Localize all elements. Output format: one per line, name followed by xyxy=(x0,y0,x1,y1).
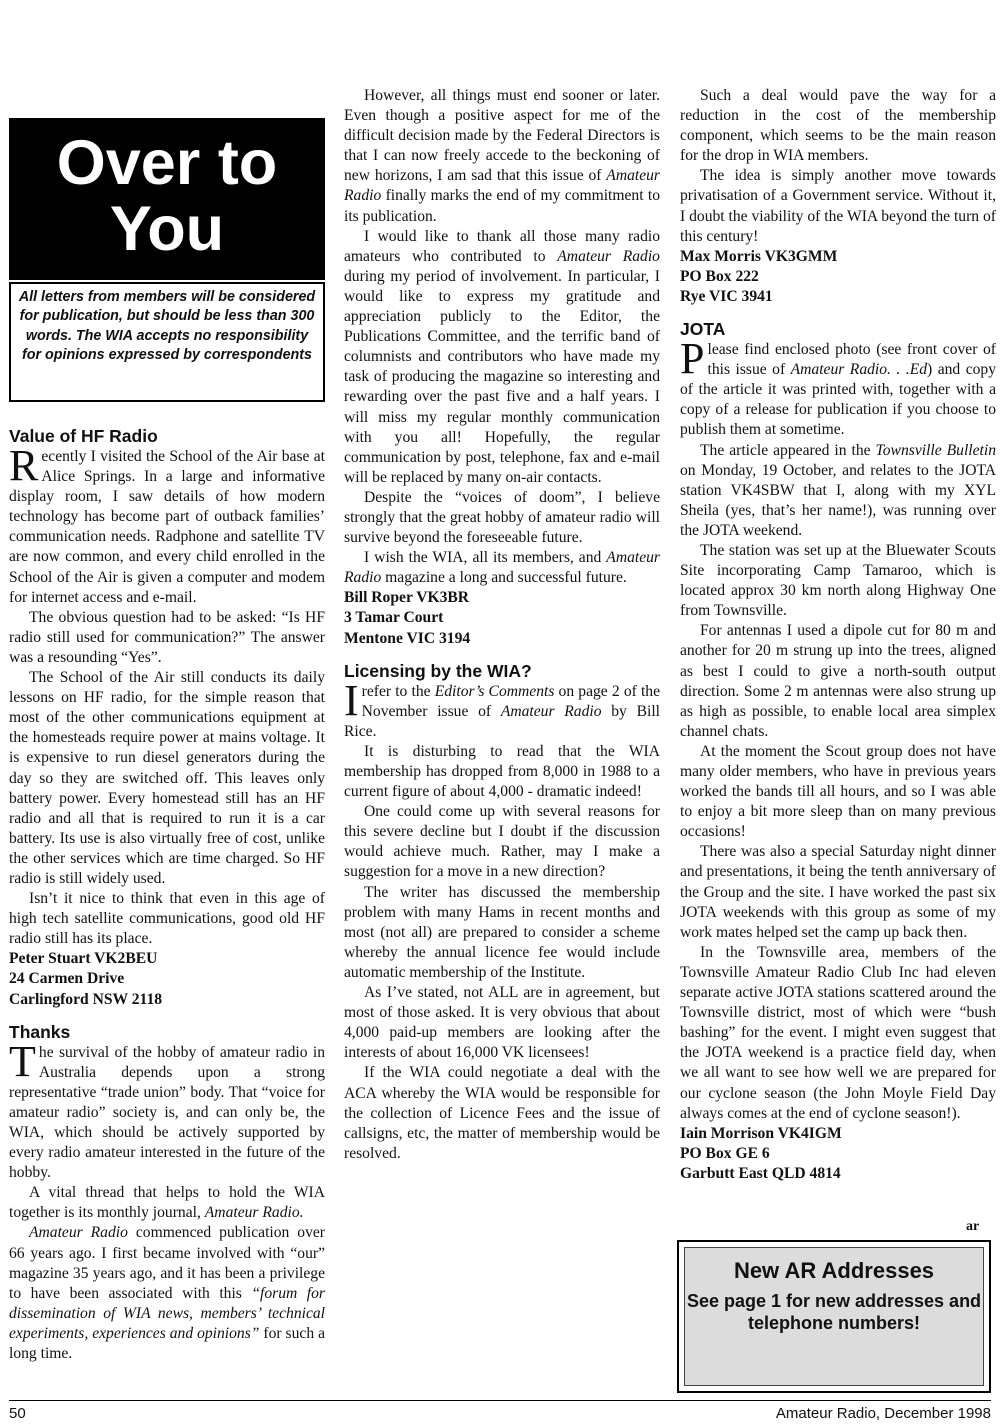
letter-heading-jota: JOTA xyxy=(680,319,726,340)
section-title-line2: You xyxy=(109,194,225,264)
letter3-signature-address: PO Box 222 xyxy=(680,267,759,285)
letter4-para-5: At the moment the Scout group does not have many older members, who have in previous years worked the bands till all hours, and so I was able to enjoy a bit more sleep than on many previous occasions! xyxy=(680,742,996,841)
addresses-notice-title: New AR Addresses xyxy=(733,1258,935,1283)
letter2-para-2: A vital thread that helps to hold the WIA together is its monthly journal, Amateur Radio. xyxy=(9,1184,325,1222)
letter2-para-1: The survival of the hobby of amateur radio in Australia depends upon a strong representative “trade union” body. That “voice for amateur radio” society is, and can only be, the WIA, which should be actively supported by every radio amateur interested in the future of the hobby. xyxy=(9,1036,325,1182)
column-1 xyxy=(9,426,325,1364)
drop-cap: I xyxy=(344,675,359,725)
letter4-para-4: For antennas I used a dipole cut for 80 m and another for 20 m strung up into the trees, aligned as best I could to give a north-south output direction. Some 2 m antennas were also strung up as high as possible, to enable local area simplex channel chats. xyxy=(680,622,996,740)
letter3-signature-locality: Rye VIC 3941 xyxy=(680,287,773,305)
letter4-signature-locality: Garbutt East QLD 4814 xyxy=(680,1164,841,1182)
letter3-para-2: It is disturbing to read that the WIA membership has dropped from 8,000 in 1988 to a current figure of about 4,000 - dramatic indeed! xyxy=(344,742,660,801)
letter-heading-thanks: Thanks xyxy=(9,1021,71,1042)
letter4-para-3: The station was set up at the Bluewater Scouts Site incorporating Camp Tamaroo, which is located approx 30 km north along Highway One from Townsville. xyxy=(680,541,996,620)
footer-rule xyxy=(9,1400,991,1401)
letter3-para-4: The writer has discussed the membership problem with many Hams in recent months and most (not all) are prepared to consider a scheme whereby the annual licence fee would include automatic membership of the Institute. xyxy=(344,883,660,981)
letter3-para-5: As I’ve stated, not ALL are in agreement, but most of those asked. It is very obvious that about 4,000 paid-up members are looking after the interests of about 16,000 VK licensees! xyxy=(344,984,660,1062)
letter3-signature-name: Max Morris VK3GMM xyxy=(680,247,838,265)
letter4-signature-name: Iain Morrison VK4IGM xyxy=(680,1124,842,1142)
drop-cap: P xyxy=(680,334,705,384)
letter2-para-6: Despite the “voices of doom”, I believe strongly that the great hobby of amateur radio will survive beyond the foreseeable future. xyxy=(344,488,660,547)
drop-cap: R xyxy=(9,441,39,490)
letter3-para-6: If the WIA could negotiate a deal with the ACA whereby the WIA would be responsible for the collection of Licence Fees and the issue of callsigns, etc, the matter of membership would be resolved. xyxy=(344,1064,660,1162)
letter2-signature-locality: Mentone VIC 3194 xyxy=(344,629,471,647)
letters-notice: All letters from members will be considered for publication, but should be less than 300 words. The WIA accepts no responsibility for opinions expressed by correspondents xyxy=(9,282,325,402)
letter2-para-4: However, all things must end sooner or later. Even though a positive aspect for me of the difficult decision made by the Federal Directors is that I can now freely accede to the beckoning of new horizons, I am sad that this issue of Amateur Radio finally marks the end of my commitment to its publication. xyxy=(344,87,660,225)
letter1-para-3: The School of the Air still conducts its daily lessons on HF radio, for the simple reason that most of the other communications equipment at the homesteads require power at mains voltage. It is expensive to run diesel generators during the day so they are switched off. This leaves only battery power. Every homestead still has an HF radio and all that is required to run it is a car battery. Its use is also virtually free of cost, unlike the other services which are time charged. So HF radio is still widely used. xyxy=(9,669,325,887)
letter2-signature-name: Bill Roper VK3BR xyxy=(344,589,470,607)
letter3-para-3: One could come up with several reasons for this severe decline but I doubt if the discussion would achieve much. Rather, may I make a suggestion for a move in a new direction? xyxy=(344,803,660,881)
addresses-notice-body: See page 1 for new addresses and telephone numbers! xyxy=(686,1291,982,1333)
end-mark: ar xyxy=(966,1219,980,1234)
letter1-para-2: The obvious question had to be asked: “Is HF radio still used for communication?” The answer was a resounding “Yes”. xyxy=(9,608,325,666)
letter2-signature-address: 3 Tamar Court xyxy=(344,609,444,627)
letter-heading-licensing: Licensing by the WIA? xyxy=(344,660,532,681)
column-3 xyxy=(680,86,996,1184)
letter1-signature-address: 24 Carmen Drive xyxy=(9,970,125,988)
letter4-signature-address: PO Box GE 6 xyxy=(680,1144,770,1162)
letter4-para-6: There was also a special Saturday night dinner and presentations, it being the tenth anniversary of the Group and the site. I have worked the past six JOTA weekends with this group as some of my work mates helped set the camp up back then. xyxy=(680,843,996,941)
letter1-signature-locality: Carlingford NSW 2118 xyxy=(9,990,163,1008)
letter1-para-4: Isn’t it nice to think that even in this age of high tech satellite communications, good old HF radio still has its place. xyxy=(9,890,325,948)
drop-cap: T xyxy=(9,1036,36,1086)
letter1-signature-name: Peter Stuart VK2BEU xyxy=(9,950,158,968)
letter-heading-value-of-hf-radio: Value of HF Radio xyxy=(9,426,158,446)
letter4-para-2: The article appeared in the Townsville Bulletin on Monday, 19 October, and relates to the JOTA station VK4SBW that I, along with my XYL Sheila (yes, that’s her name!), was running over the JOTA weekend. xyxy=(680,441,996,539)
section-title xyxy=(9,118,325,280)
page-number: 50 xyxy=(9,1405,26,1422)
letter2-para-3: Amateur Radio commenced publication over 66 years ago. I first became involved with “our” magazine 35 years ago, and it has been a privilege to have been associated with this “forum for dissemination of WIA news, members’ technical experiments, experiences and opinions” for such a long time. xyxy=(9,1224,325,1363)
letter4-para-7: In the Townsville area, members of the Townsville Amateur Radio Club Inc had eleven separate active JOTA stations scattered around the Townsville district, most of which were “bush bashing” for the event. I might even suggest that the JOTA weekend is a practice field day, when we all want to see how well we are prepared for our cyclone season (the John Moyle Field Day always comes at the end of cyclone season!). xyxy=(680,943,996,1122)
letter3-para-7: Such a deal would pave the way for a reduction in the cost of the membership component, which seems to be the main reason for the drop in WIA members. xyxy=(680,87,996,165)
letter3-para-8: The idea is simply another move towards privatisation of a Government service. Without it, I doubt the viability of the WIA beyond the turn of this century! xyxy=(680,167,996,245)
letter1-para-1: Recently I visited the School of the Air base at Alice Springs. In a large and informative display room, I saw details of how modern technology has become part of outback families’ communication needs. Radphone and satellite TV are now common, and every child enrolled in the School of the Air is given a computer and modem for internet access and e-mail. xyxy=(9,441,325,606)
publication-line: Amateur Radio, December 1998 xyxy=(775,1405,991,1422)
section-title-line1: Over to xyxy=(56,128,278,198)
addresses-notice-inner xyxy=(684,1247,984,1386)
letter4-para-1: Please find enclosed photo (see front cover of this issue of Amateur Radio. . .Ed) and copy of the article it was printed with, together with a copy of a release for publication if you choose to publish them at sometime. xyxy=(680,334,996,439)
letter2-para-5: I would like to thank all those many radio amateurs who contributed to Amateur Radio during my period of involvement. In particular, I would like to express my gratitude and appreciation publicly to the Editor, the Publications Committee, and the terrific band of columnists and contributors who have made my task of producing the magazine so interesting and rewarding over the past five and a half years. I will miss my regular monthly communication with you all! Hopefully, the regular communication by post, telephone, fax and e-mail will be replaced by many on-air contacts. xyxy=(344,227,660,486)
letter2-para-7: I wish the WIA, all its members, and Amateur Radio magazine a long and successful future. xyxy=(344,549,660,587)
column-2 xyxy=(344,86,660,1164)
letter3-para-1: I refer to the Editor’s Comments on page 2 of the November issue of Amateur Radio by Bill Rice. xyxy=(344,675,660,740)
addresses-notice-box xyxy=(677,1240,991,1393)
